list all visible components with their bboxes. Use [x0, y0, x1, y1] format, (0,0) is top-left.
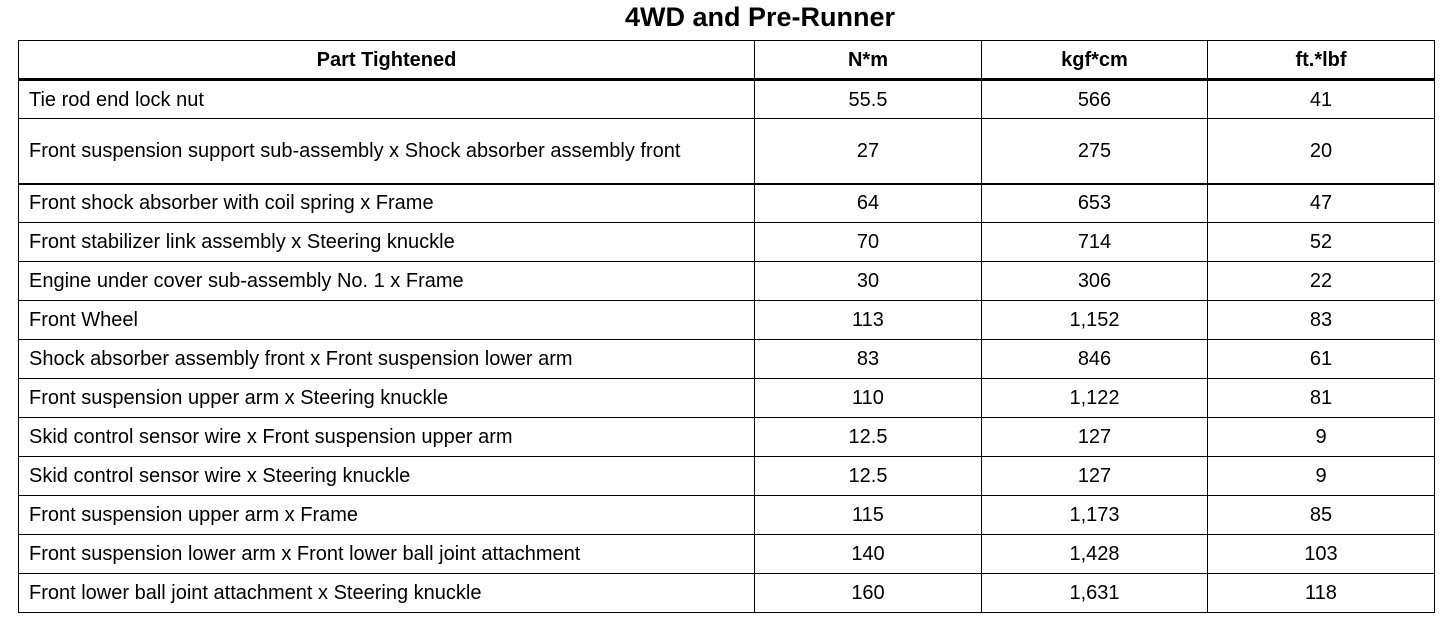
table-row — [19, 535, 1435, 574]
part-cell: Skid control sensor wire x Steering knuckle — [19, 457, 755, 496]
nm-cell: 115 — [755, 496, 982, 535]
kgfcm-cell: 1,631 — [982, 574, 1208, 613]
part-cell: Skid control sensor wire x Front suspension upper arm — [19, 418, 755, 457]
part-cell: Front Wheel — [19, 301, 755, 340]
table-row — [19, 418, 1435, 457]
nm-cell: 160 — [755, 574, 982, 613]
part-cell: Shock absorber assembly front x Front suspension lower arm — [19, 340, 755, 379]
table-row — [19, 301, 1435, 340]
kgfcm-cell: 1,152 — [982, 301, 1208, 340]
ftlbf-cell: 83 — [1208, 301, 1435, 340]
kgfcm-cell: 127 — [982, 418, 1208, 457]
table-row — [19, 379, 1435, 418]
nm-cell: 12.5 — [755, 457, 982, 496]
kgfcm-cell: 306 — [982, 262, 1208, 301]
table-row — [19, 119, 1435, 184]
ftlbf-cell: 85 — [1208, 496, 1435, 535]
nm-cell: 12.5 — [755, 418, 982, 457]
header-kgfcm: kgf*cm — [982, 41, 1208, 80]
nm-cell: 55.5 — [755, 80, 982, 119]
part-cell: Front suspension upper arm x Frame — [19, 496, 755, 535]
kgfcm-cell: 653 — [982, 184, 1208, 223]
ftlbf-cell: 9 — [1208, 457, 1435, 496]
ftlbf-cell: 61 — [1208, 340, 1435, 379]
part-cell: Front suspension lower arm x Front lower ball joint attachment — [19, 535, 755, 574]
ftlbf-cell: 9 — [1208, 418, 1435, 457]
ftlbf-cell: 22 — [1208, 262, 1435, 301]
table-row — [19, 184, 1435, 223]
kgfcm-cell: 846 — [982, 340, 1208, 379]
nm-cell: 27 — [755, 119, 982, 184]
ftlbf-cell: 47 — [1208, 184, 1435, 223]
part-cell: Front stabilizer link assembly x Steering knuckle — [19, 223, 755, 262]
nm-cell: 83 — [755, 340, 982, 379]
nm-cell: 140 — [755, 535, 982, 574]
ftlbf-cell: 118 — [1208, 574, 1435, 613]
header-ftlbf: ft.*lbf — [1208, 41, 1435, 80]
table-row — [19, 496, 1435, 535]
part-cell: Front lower ball joint attachment x Steering knuckle — [19, 574, 755, 613]
nm-cell: 110 — [755, 379, 982, 418]
table-row — [19, 340, 1435, 379]
kgfcm-cell: 714 — [982, 223, 1208, 262]
kgfcm-cell: 566 — [982, 80, 1208, 119]
table-title: 4WD and Pre-Runner — [624, 2, 896, 32]
ftlbf-cell: 52 — [1208, 223, 1435, 262]
part-cell: Engine under cover sub-assembly No. 1 x Frame — [19, 262, 755, 301]
nm-cell: 70 — [755, 223, 982, 262]
header-nm: N*m — [755, 41, 982, 80]
nm-cell: 30 — [755, 262, 982, 301]
nm-cell: 64 — [755, 184, 982, 223]
kgfcm-cell: 1,173 — [982, 496, 1208, 535]
table-row — [19, 80, 1435, 119]
ftlbf-cell: 81 — [1208, 379, 1435, 418]
table-row — [19, 223, 1435, 262]
header-row — [19, 41, 1435, 80]
kgfcm-cell: 275 — [982, 119, 1208, 184]
part-cell: Front suspension support sub-assembly x Shock absorber assembly front — [19, 119, 755, 184]
ftlbf-cell: 103 — [1208, 535, 1435, 574]
ftlbf-cell: 20 — [1208, 119, 1435, 184]
torque-spec-table — [18, 40, 1435, 613]
part-cell: Front suspension upper arm x Steering knuckle — [19, 379, 755, 418]
nm-cell: 113 — [755, 301, 982, 340]
kgfcm-cell: 1,122 — [982, 379, 1208, 418]
table-row — [19, 262, 1435, 301]
part-cell: Front shock absorber with coil spring x Frame — [19, 184, 755, 223]
kgfcm-cell: 127 — [982, 457, 1208, 496]
kgfcm-cell: 1,428 — [982, 535, 1208, 574]
header-part-tightened: Part Tightened — [19, 41, 755, 80]
table-row — [19, 457, 1435, 496]
table-row — [19, 574, 1435, 613]
part-cell: Tie rod end lock nut — [19, 80, 755, 119]
ftlbf-cell: 41 — [1208, 80, 1435, 119]
